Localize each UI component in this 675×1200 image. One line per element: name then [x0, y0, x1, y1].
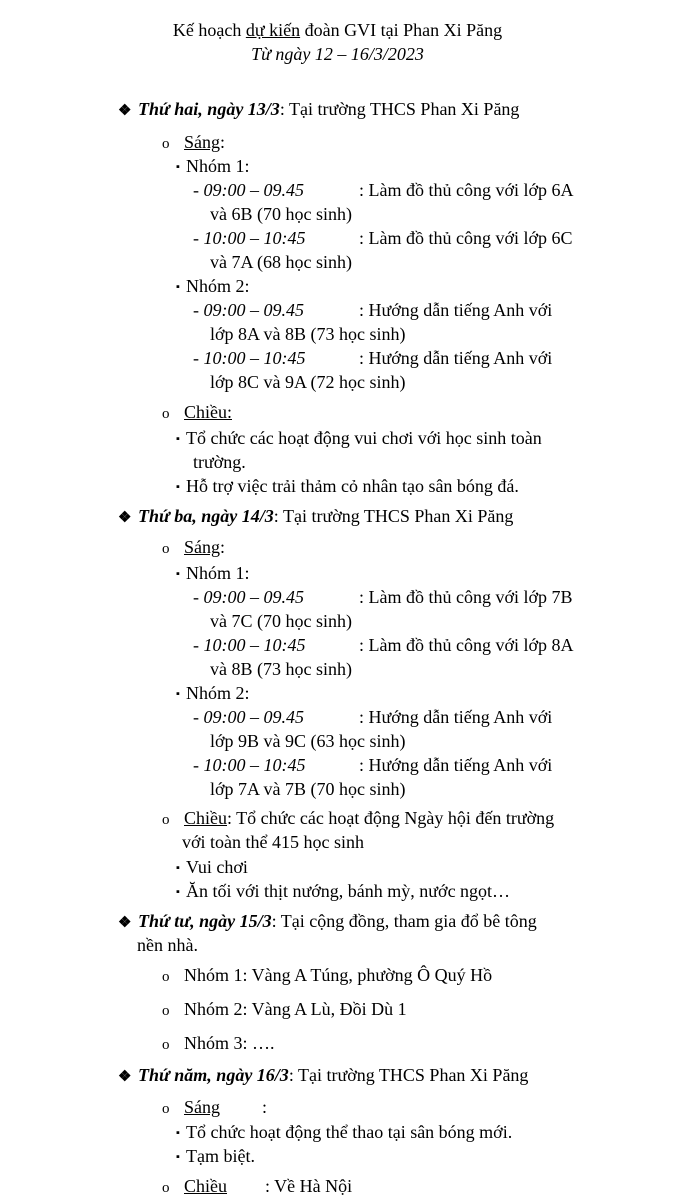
schedule-time: - 09:00 – 09.45 [193, 300, 304, 320]
circle-bullet-icon: o [162, 969, 170, 985]
day-heading-wednesday: ❖ Thứ tư, ngày 15/3: Tại cộng đồng, tham gia đổ bê tông [118, 909, 537, 935]
tuesday-morning-label: o Sáng: [162, 535, 225, 561]
diamond-icon: ❖ [118, 915, 132, 931]
diamond-icon: ❖ [118, 1069, 132, 1085]
list-item: o Nhóm 2: Vàng A Lù, Đồi Dù 1 [162, 997, 407, 1023]
square-bullet-icon: ▪ [176, 1151, 180, 1163]
schedule-time: - 09:00 – 09.45 [193, 180, 304, 200]
schedule-desc: : Làm đồ thủ công với lớp 6C [359, 228, 573, 248]
day-heading-monday: ❖ Thứ hai, ngày 13/3: Tại trường THCS Phan Xi Păng [118, 97, 519, 123]
monday-group1-label: ▪ Nhóm 1: [176, 154, 250, 179]
monday-afternoon-label: o Chiều: [162, 400, 232, 426]
list-item: ▪ Tổ chức các hoạt động vui chơi với học sinh toàn [176, 426, 542, 451]
tuesday-afternoon-label: o Chiều: Tổ chức các hoạt động Ngày hội đến trường [162, 806, 554, 832]
day-heading-thursday: ❖ Thứ năm, ngày 16/3: Tại trường THCS Phan Xi Păng [118, 1063, 528, 1089]
schedule-desc: : Hướng dẫn tiếng Anh với [359, 755, 553, 775]
document-title: Kế hoạch dự kiến đoàn GVI tại Phan Xi Păng [172, 20, 503, 40]
thursday-afternoon-label: o Chiều : Về Hà Nội [162, 1174, 352, 1200]
tuesday-group1-label: ▪ Nhóm 1: [176, 561, 250, 586]
schedule-desc: : Làm đồ thủ công với lớp 6A [359, 180, 574, 200]
schedule-desc-cont: lớp 7A và 7B (70 học sinh) [210, 779, 406, 799]
schedule-desc-cont: và 7C (70 học sinh) [210, 611, 352, 631]
schedule-desc: : Hướng dẫn tiếng Anh với [359, 300, 553, 320]
schedule-desc: : Hướng dẫn tiếng Anh với [359, 707, 553, 727]
circle-bullet-icon: o [162, 136, 170, 152]
schedule-desc-cont: lớp 9B và 9C (63 học sinh) [210, 731, 406, 751]
list-item-cont: trường. [193, 452, 246, 472]
diamond-icon: ❖ [118, 510, 132, 526]
schedule-desc: : Hướng dẫn tiếng Anh với [359, 348, 553, 368]
schedule-desc-cont: và 6B (70 học sinh) [210, 204, 352, 224]
square-bullet-icon: ▪ [176, 886, 180, 898]
wednesday-location-cont: nền nhà. [137, 935, 198, 955]
schedule-time: - 09:00 – 09.45 [193, 707, 304, 727]
monday-group2-label: ▪ Nhóm 2: [176, 274, 250, 299]
tuesday-afternoon-cont: với toàn thể 415 học sinh [182, 832, 364, 852]
square-bullet-icon: ▪ [176, 568, 180, 580]
list-item: ▪ Tổ chức hoạt động thể thao tại sân bóng mới. [176, 1120, 512, 1145]
circle-bullet-icon: o [162, 541, 170, 557]
schedule-time: - 10:00 – 10:45 [193, 755, 306, 775]
circle-bullet-icon: o [162, 1101, 170, 1117]
schedule-time: - 10:00 – 10:45 [193, 228, 306, 248]
schedule-desc: : Làm đồ thủ công với lớp 7B [359, 587, 573, 607]
tuesday-group2-label: ▪ Nhóm 2: [176, 681, 250, 706]
schedule-desc-cont: và 7A (68 học sinh) [210, 252, 352, 272]
square-bullet-icon: ▪ [176, 688, 180, 700]
list-item: ▪ Tạm biệt. [176, 1144, 255, 1169]
thursday-morning-label: o Sáng : [162, 1095, 267, 1121]
document-subtitle: Từ ngày 12 – 16/3/2023 [251, 44, 424, 64]
schedule-desc-cont: và 8B (73 học sinh) [210, 659, 352, 679]
square-bullet-icon: ▪ [176, 481, 180, 493]
schedule-desc: : Làm đồ thủ công với lớp 8A [359, 635, 574, 655]
schedule-desc-cont: lớp 8C và 9A (72 học sinh) [210, 372, 406, 392]
schedule-desc-cont: lớp 8A và 8B (73 học sinh) [210, 324, 406, 344]
list-item: o Nhóm 3: …. [162, 1031, 275, 1057]
monday-morning-label: o Sáng: [162, 130, 225, 156]
list-item: ▪ Vui chơi [176, 855, 248, 880]
schedule-time: - 09:00 – 09.45 [193, 587, 304, 607]
day-heading-tuesday: ❖ Thứ ba, ngày 14/3: Tại trường THCS Phan Xi Păng [118, 504, 513, 530]
square-bullet-icon: ▪ [176, 433, 180, 445]
schedule-time: - 10:00 – 10:45 [193, 635, 306, 655]
square-bullet-icon: ▪ [176, 862, 180, 874]
circle-bullet-icon: o [162, 1037, 170, 1053]
circle-bullet-icon: o [162, 812, 170, 828]
list-item: ▪ Ăn tối với thịt nướng, bánh mỳ, nước ngọt… [176, 879, 510, 904]
square-bullet-icon: ▪ [176, 161, 180, 173]
circle-bullet-icon: o [162, 1180, 170, 1196]
diamond-icon: ❖ [118, 103, 132, 119]
circle-bullet-icon: o [162, 1003, 170, 1019]
schedule-time: - 10:00 – 10:45 [193, 348, 306, 368]
square-bullet-icon: ▪ [176, 1127, 180, 1139]
circle-bullet-icon: o [162, 406, 170, 422]
square-bullet-icon: ▪ [176, 281, 180, 293]
list-item: ▪ Hỗ trợ việc trải thảm cỏ nhân tạo sân bóng đá. [176, 474, 519, 499]
list-item: o Nhóm 1: Vàng A Túng, phường Ô Quý Hồ [162, 963, 492, 989]
